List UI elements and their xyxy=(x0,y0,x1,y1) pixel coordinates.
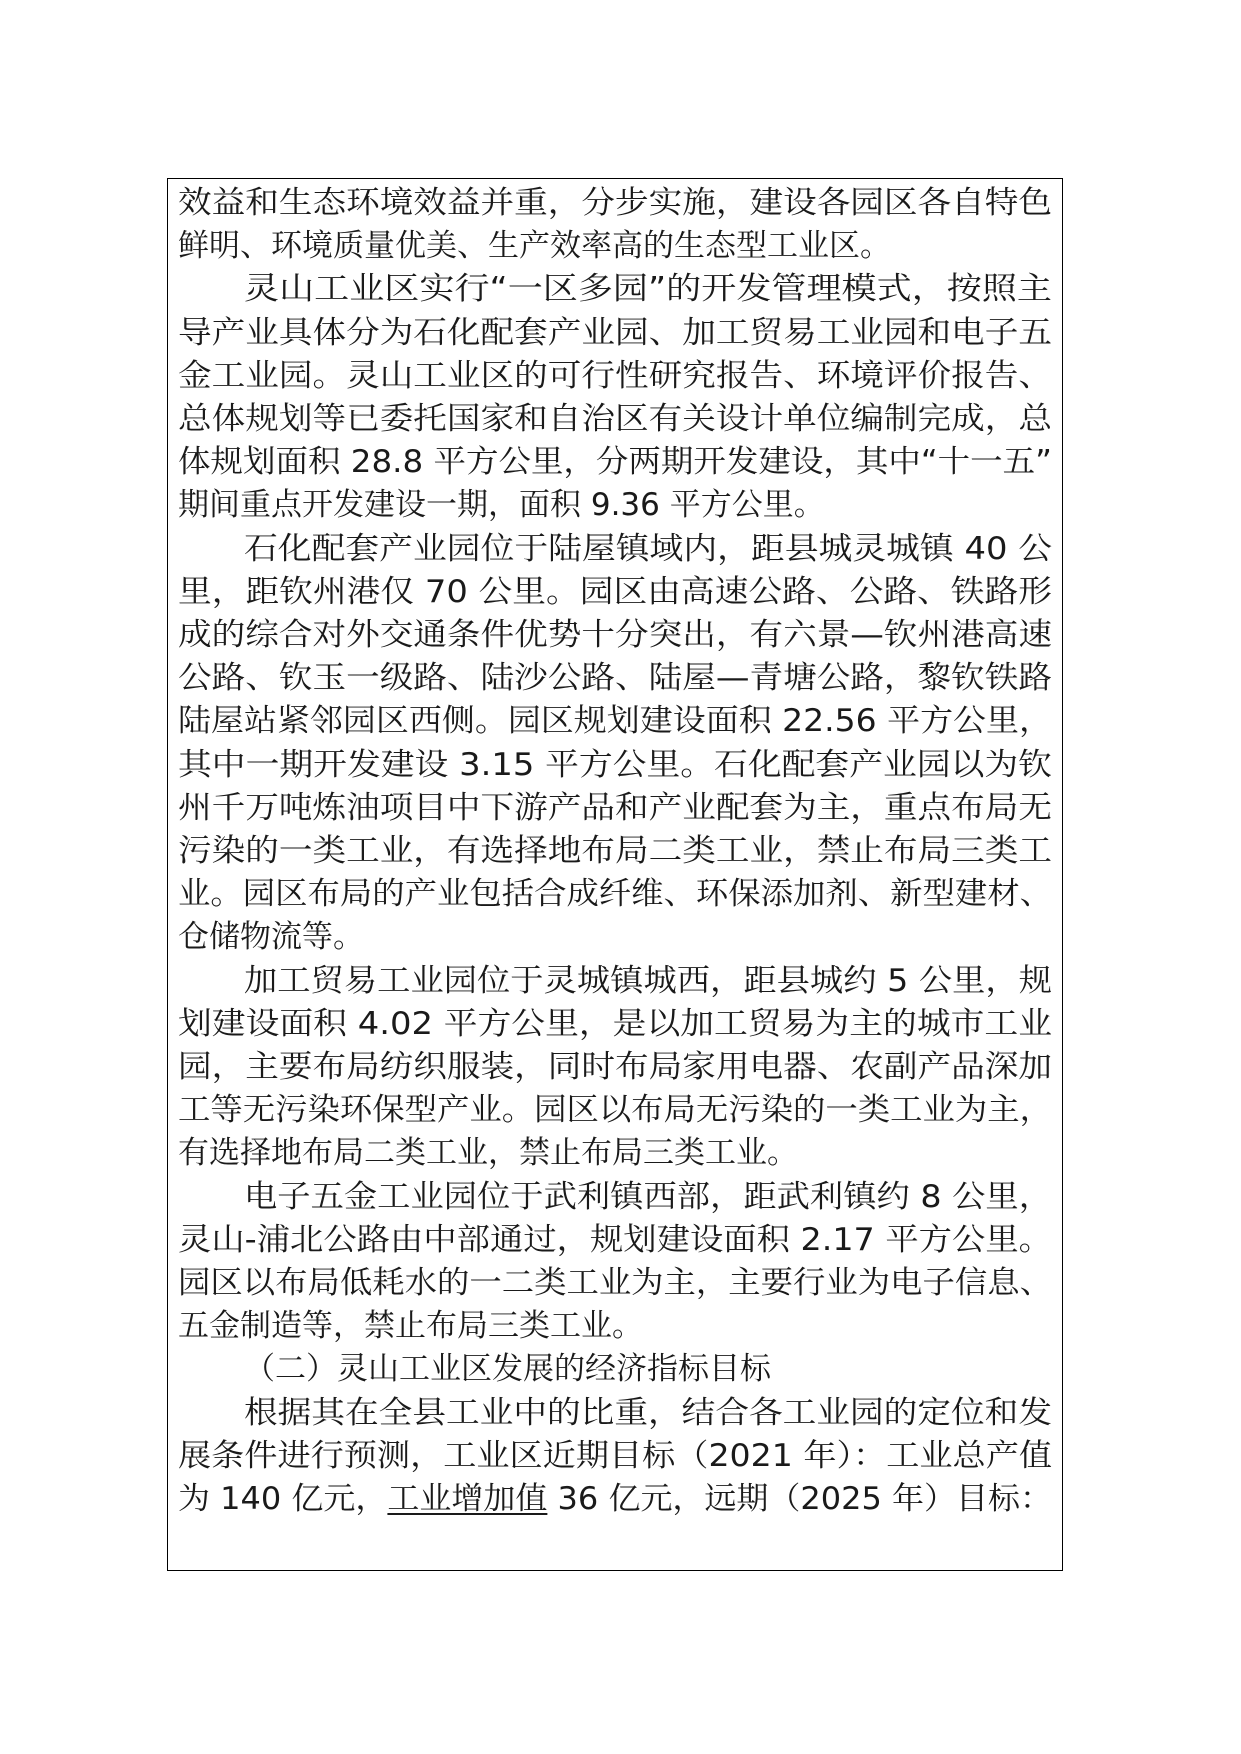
text-line xyxy=(178,1436,1052,1476)
text-line-content: 园，主要布局纺织服装，同时布局家用电器、农副产品深加 xyxy=(178,1049,1052,1085)
text-line xyxy=(178,658,1052,698)
text-line-content: 里，距钦州港仅 70 公里。园区由高速公路、公路、铁路形 xyxy=(178,574,1052,610)
text-line-content: 园区以布局低耗水的一二类工业为主，主要行业为电子信息、 xyxy=(178,1265,1052,1301)
text-line xyxy=(178,831,1052,871)
text-line-content: 公路、钦玉一级路、陆沙公路、陆屋—青塘公路，黎钦铁路 xyxy=(178,660,1052,696)
text-line xyxy=(178,917,364,957)
text-line-content: 灵山工业区实行“一区多园”的开发管理模式，按照主 xyxy=(244,271,1052,307)
text-line-content: 成的综合对外交通条件优势十分突出，有六景—钦州港高速 xyxy=(178,617,1052,653)
text-line-content: 展条件进行预测，工业区近期目标（2021 年）：工业总产值 xyxy=(178,1438,1052,1474)
text-line-content: 金工业园。灵山工业区的可行性研究报告、环境评价报告、 xyxy=(178,358,1052,394)
text-line-content: 为 140 亿元，工业增加值 36 亿元，远期（2025 年）目标： xyxy=(178,1481,1052,1517)
text-line xyxy=(178,183,1052,223)
text-line xyxy=(178,1047,1052,1087)
text-line-content: 灵山-浦北公路由中部通过，规划建设面积 2.17 平方公里。 xyxy=(178,1222,1052,1258)
text-line xyxy=(178,1479,1052,1519)
text-line xyxy=(178,442,1052,482)
text-line xyxy=(244,529,1052,569)
text-line-content: 期间重点开发建设一期，面积 9.36 平方公里。 xyxy=(178,487,825,523)
text-line-content: （二）灵山工业区发展的经济指标目标 xyxy=(244,1351,771,1387)
text-line-content: 效益和生态环境效益并重，分步实施，建设各园区各自特色 xyxy=(178,185,1052,221)
text-line-content: 仓储物流等。 xyxy=(178,919,364,955)
text-line xyxy=(178,1220,1052,1260)
text-line-content: 总体规划等已委托国家和自治区有关设计单位编制完成，总 xyxy=(178,401,1052,437)
text-line-content: 陆屋站紧邻园区西侧。园区规划建设面积 22.56 平方公里， xyxy=(178,703,1052,739)
text-line-content: 有选择地布局二类工业，禁止布局三类工业。 xyxy=(178,1135,798,1171)
text-line-content: 划建设面积 4.02 平方公里，是以加工贸易为主的城市工业 xyxy=(178,1006,1052,1042)
text-line-content: 业。园区布局的产业包括合成纤维、环保添加剂、新型建材、 xyxy=(178,876,1052,912)
text-line xyxy=(178,572,1052,612)
text-line xyxy=(178,1133,798,1173)
text-line-content: 州千万吨炼油项目中下游产品和产业配套为主，重点布局无 xyxy=(178,790,1052,826)
text-line xyxy=(244,1393,1052,1433)
text-line-content: 其中一期开发建设 3.15 平方公里。石化配套产业园以为钦 xyxy=(178,747,1052,783)
text-line-content: 导产业具体分为石化配套产业园、加工贸易工业园和电子五 xyxy=(178,315,1052,351)
text-line-content: 电子五金工业园位于武利镇西部，距武利镇约 8 公里， xyxy=(244,1179,1052,1215)
text-line-content: 根据其在全县工业中的比重，结合各工业园的定位和发 xyxy=(244,1395,1052,1431)
text-line-content: 鲜明、环境质量优美、生产效率高的生态型工业区。 xyxy=(178,228,891,264)
text-line-content: 污染的一类工业，有选择地布局二类工业，禁止布局三类工 xyxy=(178,833,1052,869)
text-line xyxy=(178,701,1052,741)
text-line xyxy=(178,874,1052,914)
text-line-content: 加工贸易工业园位于灵城镇城西，距县城约 5 公里，规 xyxy=(244,963,1052,999)
text-line-content: 五金制造等，禁止布局三类工业。 xyxy=(178,1308,643,1344)
text-line xyxy=(178,788,1052,828)
text-line-content: 工等无污染环保型产业。园区以布局无污染的一类工业为主， xyxy=(178,1092,1052,1128)
text-line xyxy=(244,961,1052,1001)
text-line xyxy=(178,1004,1052,1044)
text-line xyxy=(244,269,1052,309)
text-line xyxy=(178,356,1052,396)
text-line xyxy=(178,313,1052,353)
text-line xyxy=(244,1349,771,1389)
text-line xyxy=(244,1177,1052,1217)
text-line xyxy=(178,399,1052,439)
text-line xyxy=(178,1090,1052,1130)
text-line xyxy=(178,615,1052,655)
text-line xyxy=(178,485,825,525)
text-line xyxy=(178,1263,1052,1303)
text-line-content: 体规划面积 28.8 平方公里，分两期开发建设，其中“十一五” xyxy=(178,444,1052,480)
text-line xyxy=(178,1306,643,1346)
text-line xyxy=(178,745,1052,785)
text-line xyxy=(178,226,891,266)
underlined-text: 工业增加值 xyxy=(387,1481,548,1517)
text-line-content: 石化配套产业园位于陆屋镇域内，距县城灵城镇 40 公 xyxy=(244,531,1052,567)
